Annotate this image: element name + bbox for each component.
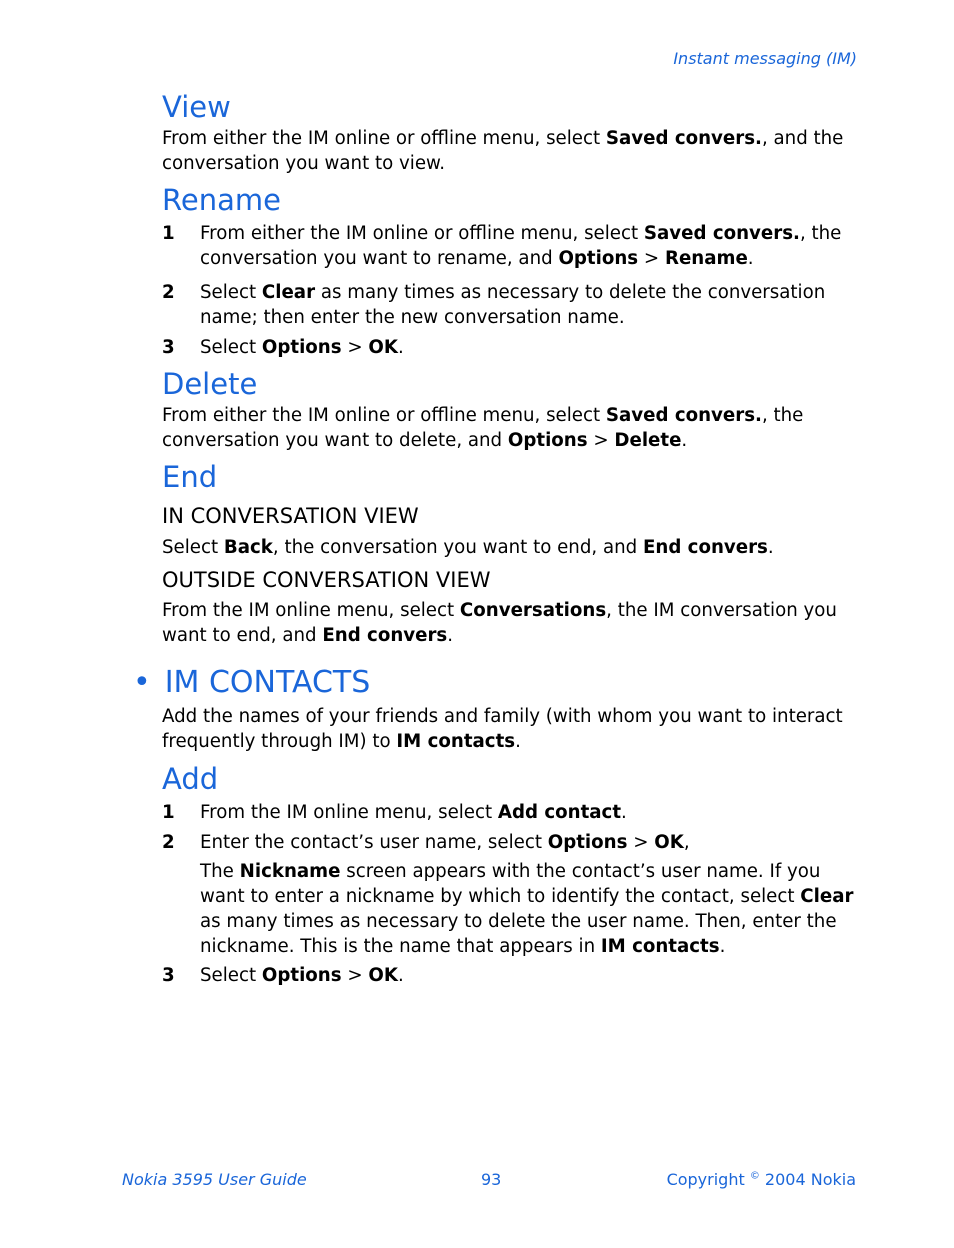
subheading-in-conversation-view: IN CONVERSATION VIEW bbox=[162, 504, 419, 528]
heading-end: End bbox=[162, 460, 218, 494]
add-step-3: Select Options > OK. bbox=[200, 965, 404, 986]
step-number: 1 bbox=[162, 223, 175, 244]
step-number: 1 bbox=[162, 802, 175, 823]
step-number: 3 bbox=[162, 337, 175, 358]
add-step-2: Enter the contact’s user name, select Options > OK, bbox=[200, 832, 690, 853]
step-number: 3 bbox=[162, 965, 175, 986]
heading-delete: Delete bbox=[162, 367, 258, 401]
heading-view: View bbox=[162, 90, 231, 124]
subheading-outside-conversation-view: OUTSIDE CONVERSATION VIEW bbox=[162, 568, 491, 592]
add-step-2-note: The Nickname screen appears with the contact’s user name. If you want to enter a nickname by which to identify the contact, select Clear as many times as necessary to delete the user name. Then, enter the nickname. This is the name that appears in IM contacts. bbox=[200, 861, 854, 957]
heading-add: Add bbox=[162, 762, 219, 796]
outside-view-paragraph: From the IM online menu, select Conversations, the IM conversation you want to end, and End convers. bbox=[162, 600, 837, 646]
view-paragraph: From either the IM online or offline menu, select Saved convers., and the conversation you want to view. bbox=[162, 128, 844, 174]
in-view-paragraph: Select Back, the conversation you want to end, and End convers. bbox=[162, 537, 774, 558]
footer-copyright: Copyright © 2004 Nokia bbox=[666, 1170, 856, 1189]
rename-step-1: From either the IM online or offline menu, select Saved convers., the conversation you want to rename, and Options > Rename. bbox=[200, 223, 842, 269]
delete-paragraph: From either the IM online or offline menu, select Saved convers., the conversation you want to delete, and Options > Delete. bbox=[162, 405, 804, 451]
running-header: Instant messaging (IM) bbox=[673, 49, 857, 68]
rename-step-3: Select Options > OK. bbox=[200, 337, 404, 358]
bullet-icon: • bbox=[133, 665, 151, 700]
im-contacts-paragraph: Add the names of your friends and family (with whom you want to interact frequently through IM) to IM contacts. bbox=[162, 706, 843, 752]
page-number: 93 bbox=[481, 1170, 502, 1189]
footer-guide-title: Nokia 3595 User Guide bbox=[122, 1170, 307, 1189]
add-step-1: From the IM online menu, select Add contact. bbox=[200, 802, 627, 823]
rename-step-2: Select Clear as many times as necessary to delete the conversation name; then enter the new conversation name. bbox=[200, 282, 826, 328]
step-number: 2 bbox=[162, 832, 175, 853]
step-number: 2 bbox=[162, 282, 175, 303]
heading-im-contacts: • IM CONTACTS bbox=[133, 665, 371, 700]
heading-rename: Rename bbox=[162, 183, 281, 217]
